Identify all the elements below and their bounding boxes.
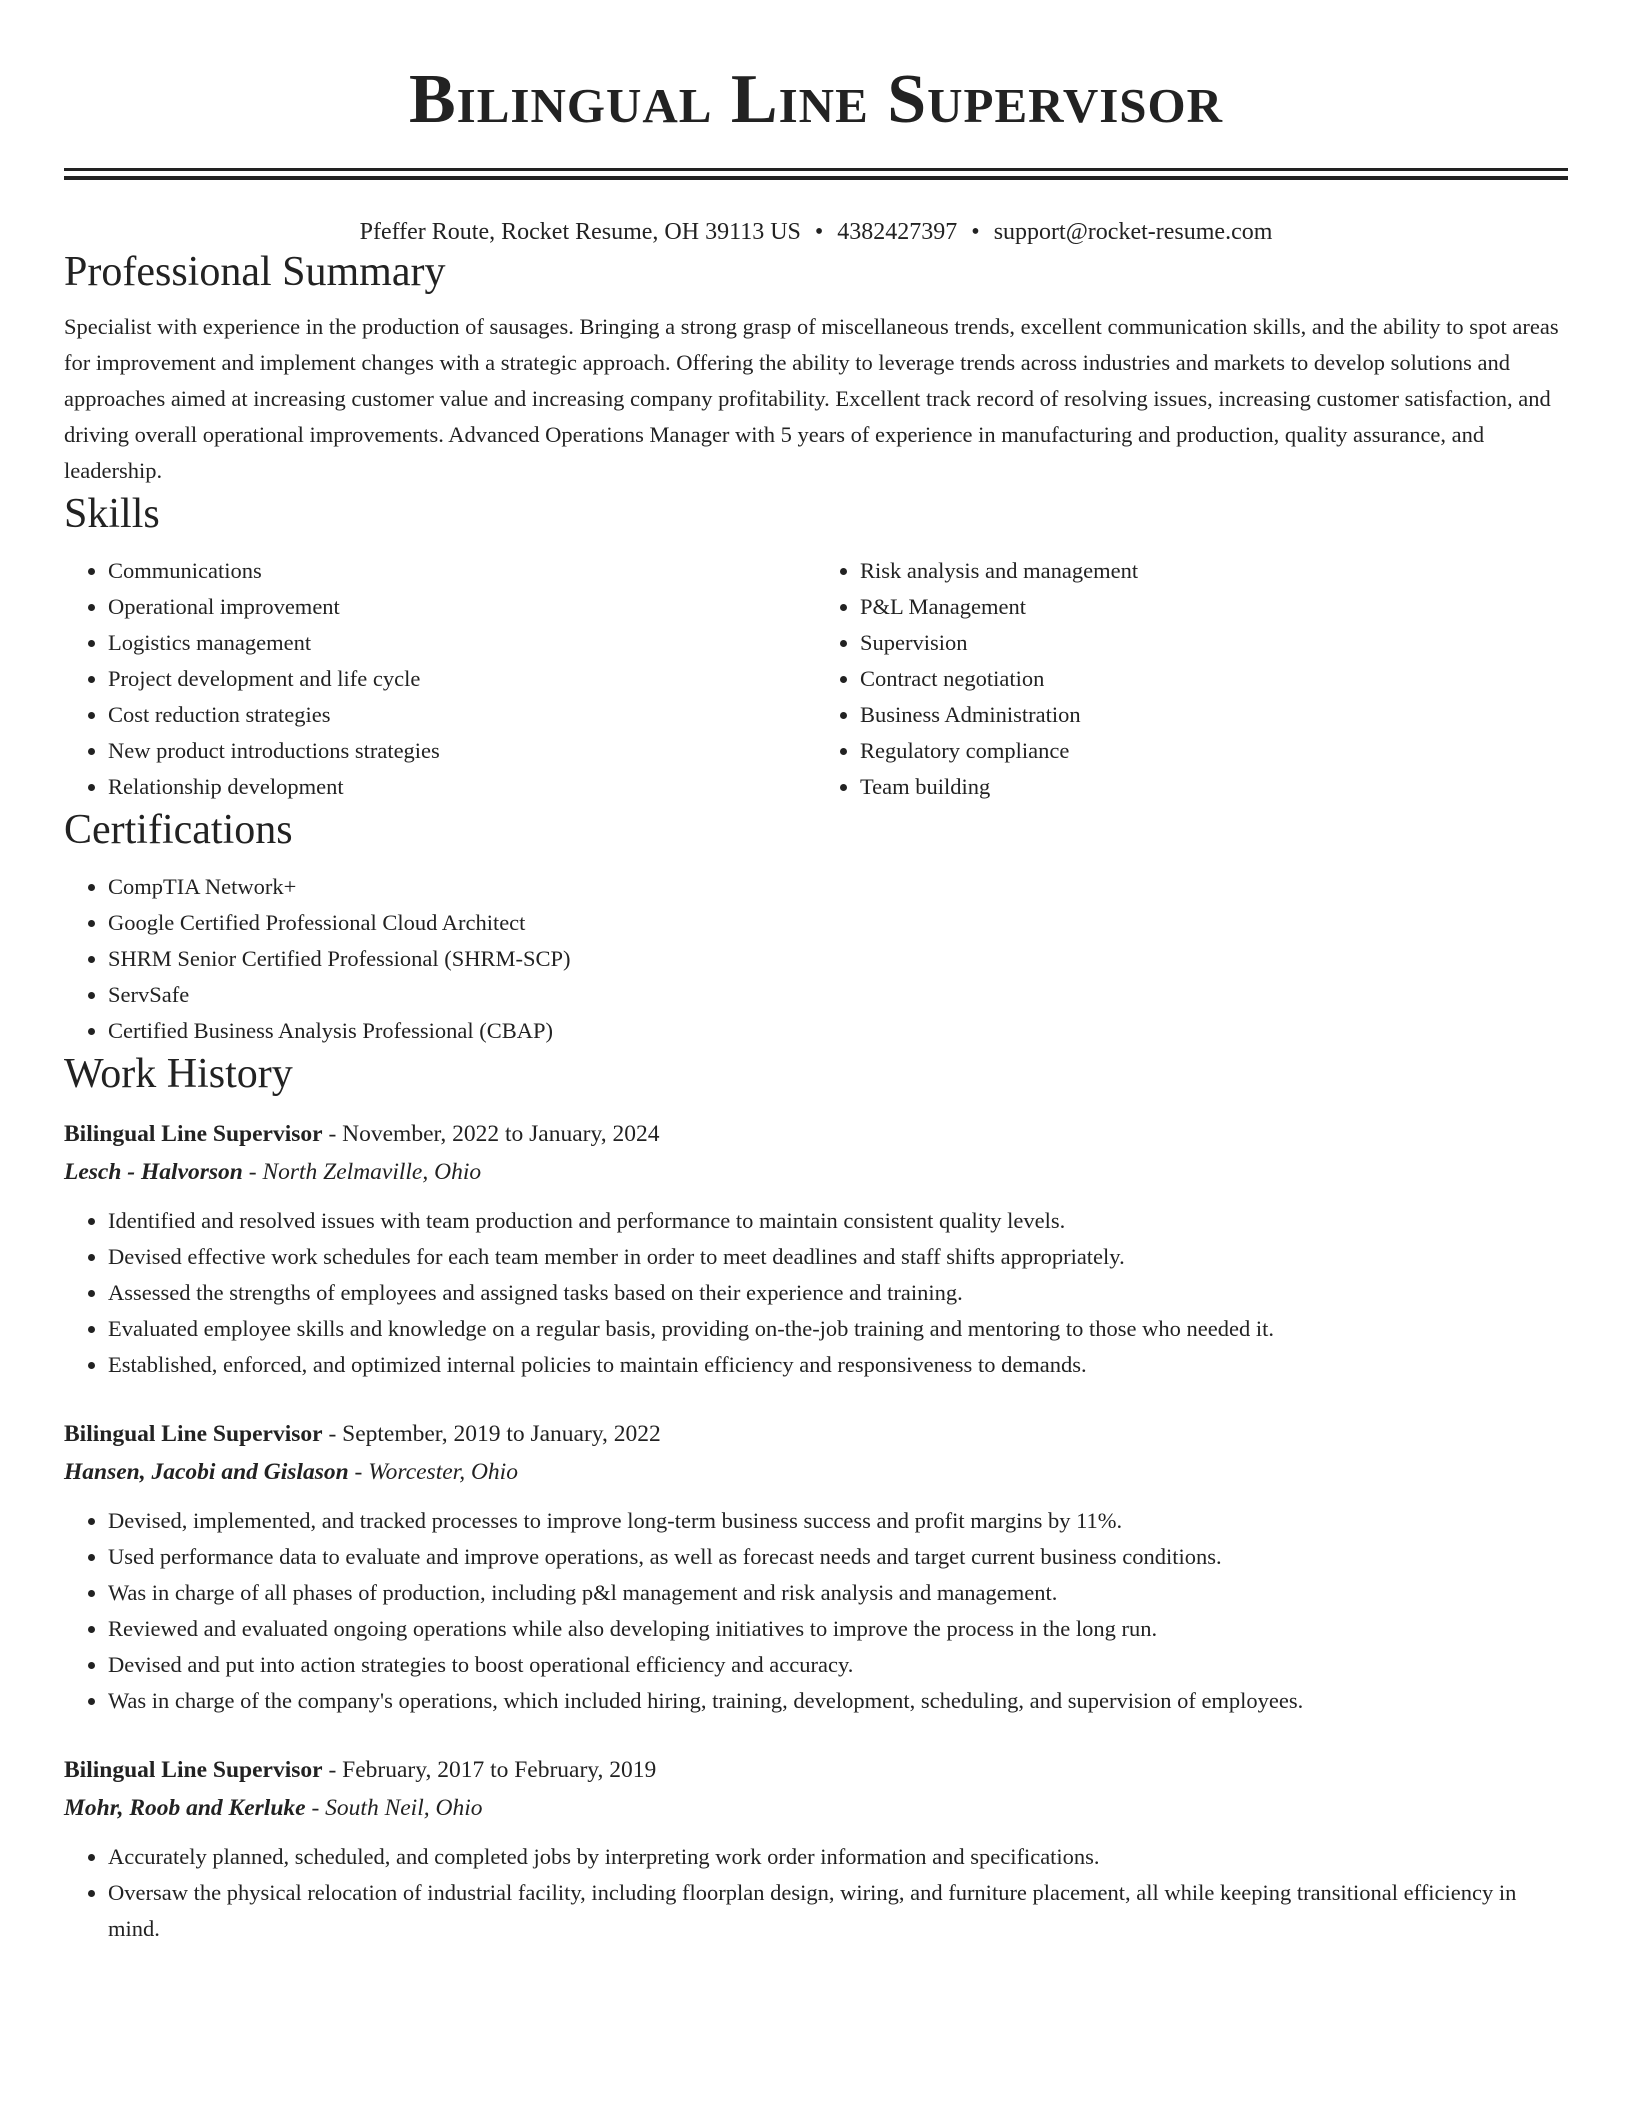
job-location: North Zelmaville, Ohio [262, 1159, 482, 1185]
job-dash: - [348, 1459, 369, 1485]
skill-item: • Cost reduction strategies [108, 697, 816, 733]
job-title-line [64, 1751, 1568, 1789]
job-entry [64, 1751, 1568, 1947]
job-dash: - [322, 1121, 343, 1147]
job-bullet: • Devised, implemented, and tracked processes to improve long-term business success and profit margins by 11%. [108, 1503, 1568, 1539]
job-bullet: • Used performance data to evaluate and improve operations, as well as forecast needs and target current business conditions. [108, 1539, 1568, 1575]
skill-item: • New product introductions strategies [108, 733, 816, 769]
job-bullet: • Oversaw the physical relocation of industrial facility, including floorplan design, wiring, and furniture placement, all while keeping transitional efficiency in mind. [108, 1875, 1568, 1947]
job-location: South Neil, Ohio [325, 1795, 483, 1821]
job-dash: - [322, 1421, 343, 1447]
job-bullet: • Devised effective work schedules for each team member in order to meet deadlines and staff shifts appropriately. [108, 1239, 1568, 1275]
skill-item: • P&L Management [860, 589, 1568, 625]
contact-phone: 4382427397 [837, 219, 958, 245]
job-bullet: • Evaluated employee skills and knowledge on a regular basis, providing on-the-job training and mentoring to those who needed it. [108, 1311, 1568, 1347]
certification-item: • ServSafe [108, 977, 1568, 1013]
title-divider [64, 168, 1568, 171]
contact-separator: • [971, 219, 980, 245]
job-bullet: • Identified and resolved issues with team production and performance to maintain consistent quality levels. [108, 1203, 1568, 1239]
skill-item: • Supervision [860, 625, 1568, 661]
summary-heading: Professional Summary [64, 249, 446, 295]
skill-item: • Contract negotiation [860, 661, 1568, 697]
job-title-line [64, 1415, 1568, 1453]
certifications-list [64, 869, 1568, 1049]
certification-item: • SHRM Senior Certified Professional (SHRM-SCP) [108, 941, 1568, 977]
job-bullet: • Established, enforced, and optimized internal policies to maintain efficiency and responsiveness to demands. [108, 1347, 1568, 1383]
certification-item: • Google Certified Professional Cloud Architect [108, 905, 1568, 941]
job-company-line [64, 1153, 1568, 1191]
skill-item: • Relationship development [108, 769, 816, 805]
job-company-line [64, 1789, 1568, 1827]
job-bullet: • Assessed the strengths of employees and assigned tasks based on their experience and training. [108, 1275, 1568, 1311]
job-dates: February, 2017 to February, 2019 [342, 1757, 657, 1783]
contact-address: Pfeffer Route, Rocket Resume, OH 39113 US [359, 219, 801, 245]
job-title: Bilingual Line Supervisor [64, 1757, 323, 1783]
job-company: Mohr, Roob and Kerluke [64, 1795, 306, 1821]
job-bullets [64, 1203, 1568, 1383]
skills-columns [64, 553, 1568, 805]
skills-list-right [816, 553, 1568, 805]
job-bullets [64, 1839, 1568, 1947]
skill-item: • Regulatory compliance [860, 733, 1568, 769]
job-dash: - [242, 1159, 263, 1185]
certification-item: • CompTIA Network+ [108, 869, 1568, 905]
resume-title: Bilingual Line Supervisor [408, 61, 1224, 138]
job-bullets [64, 1503, 1568, 1719]
job-title: Bilingual Line Supervisor [64, 1421, 323, 1447]
contact-email: support@rocket-resume.com [993, 219, 1273, 245]
job-title: Bilingual Line Supervisor [64, 1121, 323, 1147]
job-entry [64, 1415, 1568, 1719]
job-dash: - [322, 1757, 343, 1783]
job-bullet: • Reviewed and evaluated ongoing operations while also developing initiatives to improve the process in the long run. [108, 1611, 1568, 1647]
work-history-heading: Work History [64, 1051, 293, 1097]
job-dates: September, 2019 to January, 2022 [342, 1421, 661, 1447]
skill-item: • Business Administration [860, 697, 1568, 733]
job-location: Worcester, Ohio [368, 1459, 518, 1485]
skill-item: • Operational improvement [108, 589, 816, 625]
resume-page [64, 0, 1568, 1947]
job-company-line [64, 1453, 1568, 1491]
job-entry [64, 1115, 1568, 1383]
job-dash: - [305, 1795, 326, 1821]
skill-item: • Risk analysis and management [860, 553, 1568, 589]
job-bullet: • Accurately planned, scheduled, and completed jobs by interpreting work order information and specifications. [108, 1839, 1568, 1875]
skill-item: • Team building [860, 769, 1568, 805]
job-bullet: • Was in charge of the company's operations, which included hiring, training, development, scheduling, and supervision of employees. [108, 1683, 1568, 1719]
skills-heading: Skills [64, 491, 160, 537]
contact-line [64, 217, 1568, 247]
job-bullet: • Devised and put into action strategies to boost operational efficiency and accuracy. [108, 1647, 1568, 1683]
summary-text: Specialist with experience in the production of sausages. Bringing a strong grasp of miscellaneous trends, excellent communication skills, and the ability to spot areas for improvement and implement changes with a strategic approach. Offering the ability to leverage trends across industries and markets to develop solutions and approaches aimed at increasing customer value and increasing company profitability. Excellent track record of resolving issues, increasing customer satisfaction, and driving overall operational improvements. Advanced Operations Manager with 5 years of experience in manufacturing and production, quality assurance, and leadership. [64, 314, 1559, 483]
job-company: Hansen, Jacobi and Gislason [64, 1459, 349, 1485]
skill-item: • Project development and life cycle [108, 661, 816, 697]
skills-list-left [64, 553, 816, 805]
skill-item: • Communications [108, 553, 816, 589]
job-company: Lesch - Halvorson [64, 1159, 243, 1185]
job-bullet: • Was in charge of all phases of production, including p&l management and risk analysis and management. [108, 1575, 1568, 1611]
certifications-heading: Certifications [64, 807, 293, 853]
certification-item: • Certified Business Analysis Professional (CBAP) [108, 1013, 1568, 1049]
job-dates: November, 2022 to January, 2024 [342, 1121, 660, 1147]
skill-item: • Logistics management [108, 625, 816, 661]
contact-separator: • [814, 219, 824, 245]
job-title-line [64, 1115, 1568, 1153]
